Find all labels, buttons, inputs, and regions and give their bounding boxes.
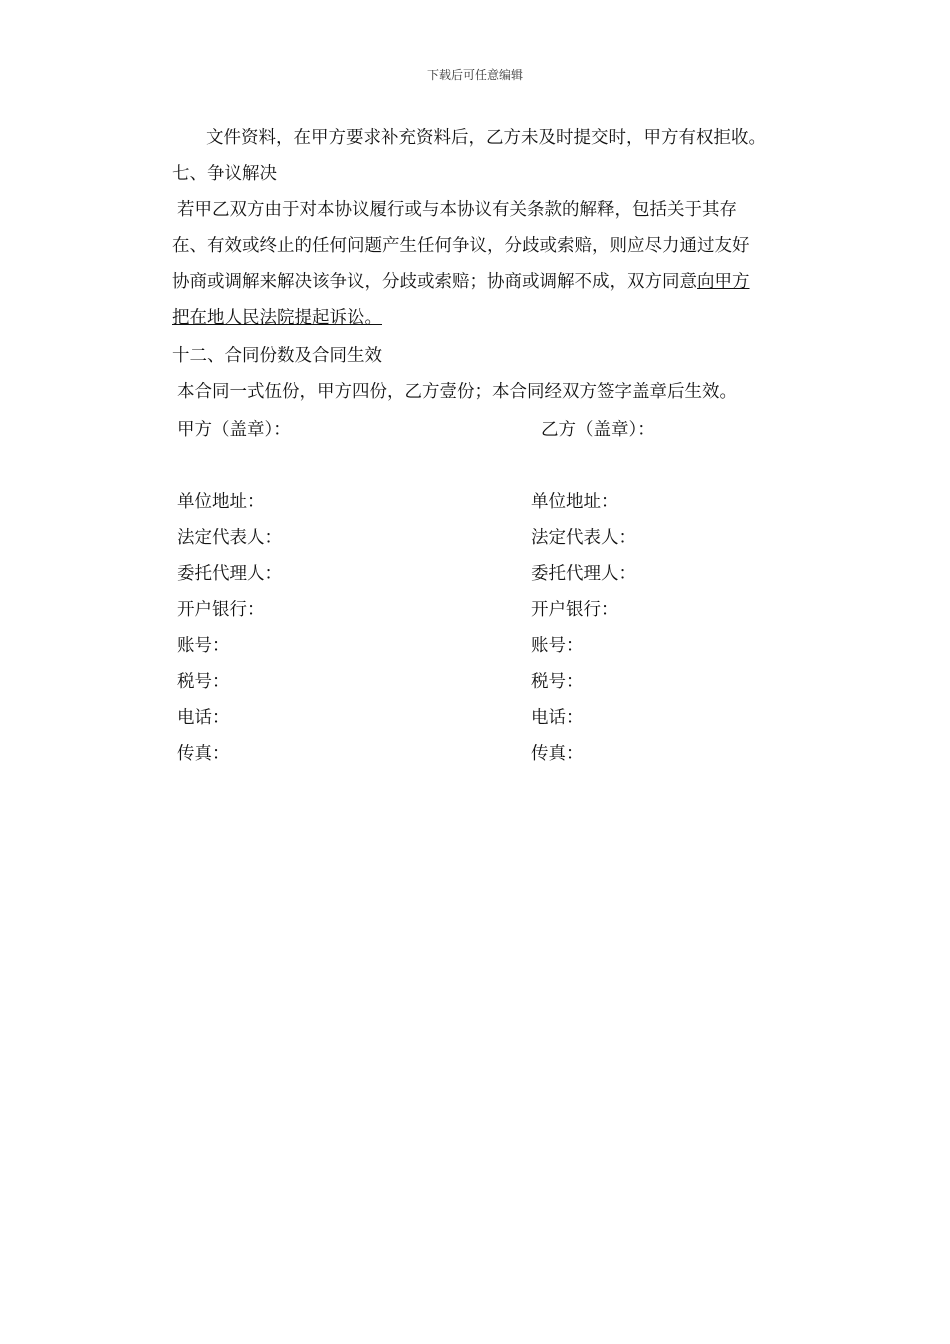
page-header-note: 下载后可任意编辑 — [426, 68, 523, 82]
dispute-line-2: 在、有效或终止的任何问题产生任何争议，分歧或索赔，则应尽力通过友好 — [172, 236, 750, 256]
party-b-phone-label: 电话： — [531, 708, 584, 728]
party-b-legal-rep-label: 法定代表人： — [531, 528, 636, 548]
paragraph-materials: 文件资料，在甲方要求补充资料后，乙方未及时提交时，甲方有权拒收。 — [206, 128, 766, 148]
party-a-phone-label: 电话： — [177, 708, 230, 728]
party-a-bank-label: 开户银行： — [177, 600, 265, 620]
dispute-line-3-underlined: 向甲方 — [697, 272, 750, 292]
party-b-tax-id-label: 税号： — [531, 672, 584, 692]
dispute-line-3 — [172, 264, 812, 300]
party-b-address-label: 单位地址： — [531, 492, 619, 512]
party-a-account-label: 账号： — [177, 636, 230, 656]
party-b-fax-label: 传真： — [531, 744, 584, 764]
party-b-agent-label: 委托代理人： — [531, 564, 636, 584]
section-heading-copies: 十二、合同份数及合同生效 — [172, 346, 382, 366]
party-b-bank-label: 开户银行： — [531, 600, 619, 620]
section-heading-dispute: 七、争议解决 — [172, 164, 277, 184]
party-a-seal-label: 甲方（盖章）： — [177, 420, 291, 440]
party-a-legal-rep-label: 法定代表人： — [177, 528, 282, 548]
party-a-tax-id-label: 税号： — [177, 672, 230, 692]
party-a-agent-label: 委托代理人： — [177, 564, 282, 584]
dispute-line-4: 把在地人民法院提起诉讼。 — [172, 308, 382, 328]
party-a-fax-label: 传真： — [177, 744, 230, 764]
dispute-line-3-text: 协商或调解来解决该争议，分歧或索赔；协商或调解不成，双方同意 — [172, 272, 697, 292]
dispute-line-1: 若甲乙双方由于对本协议履行或与本协议有关条款的解释，包括关于其存 — [177, 200, 737, 220]
party-a-address-label: 单位地址： — [177, 492, 265, 512]
party-b-seal-label: 乙方（盖章）： — [541, 420, 655, 440]
copies-paragraph: 本合同一式伍份，甲方四份，乙方壹份；本合同经双方签字盖章后生效。 — [177, 382, 737, 402]
party-b-account-label: 账号： — [531, 636, 584, 656]
